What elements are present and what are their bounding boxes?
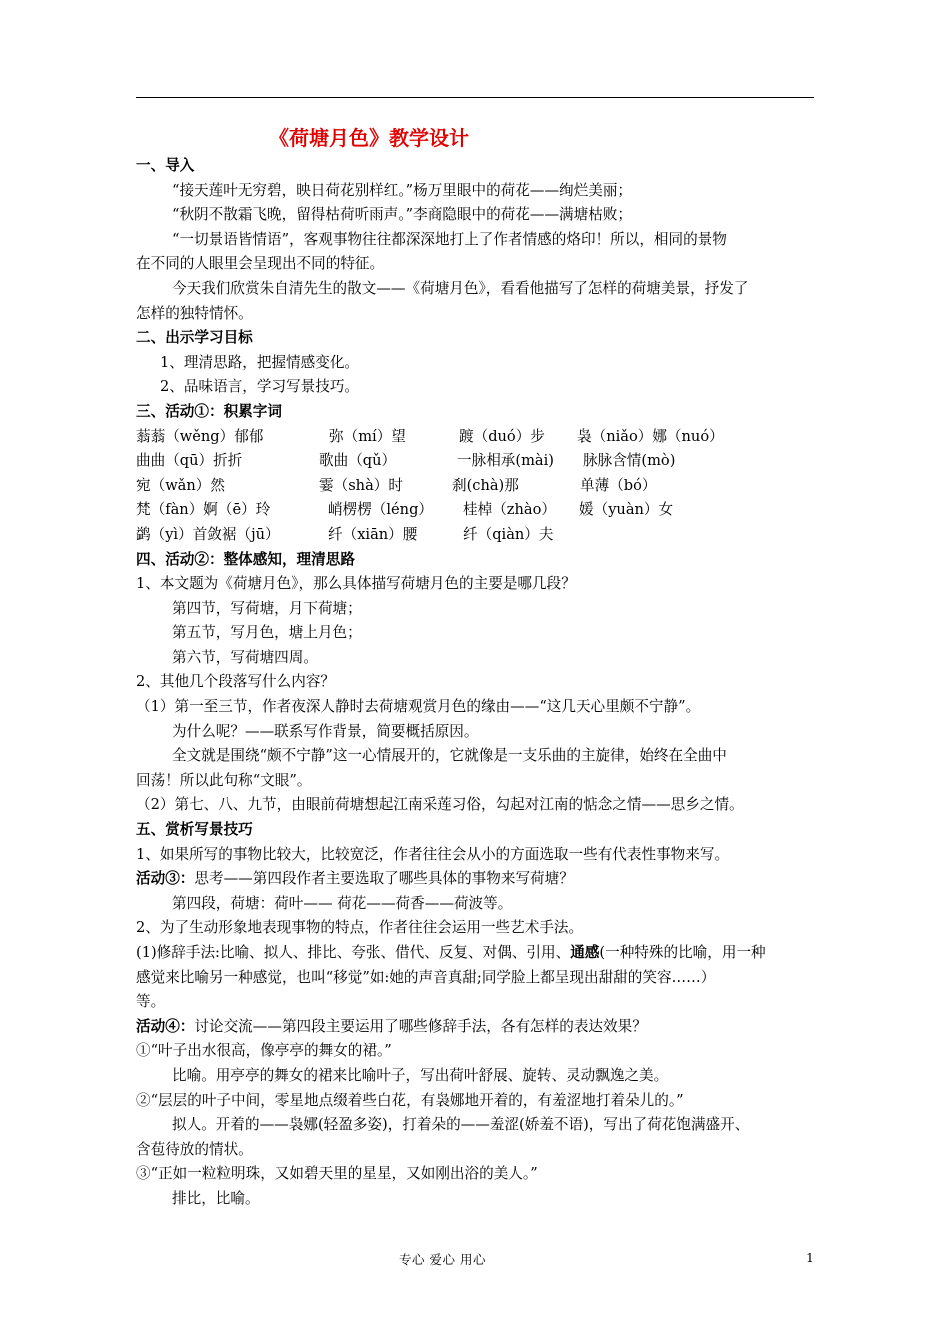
answer-continued: 回荡！所以此句称“文眼”。	[136, 771, 312, 789]
paragraph: 今天我们欣赏朱自清先生的散文——《荷塘月色》，看看他描写了怎样的荷塘美景，抒发了	[172, 279, 749, 297]
answer: 全文就是围绕“颇不宁静”这一心情展开的，它就像是一支乐曲的主旋律，始终在全曲中	[172, 747, 727, 765]
vocab-term: 蓊蓊（wěng）郁郁	[136, 427, 264, 445]
answer: 第六节，写荷塘四周。	[172, 648, 318, 666]
paragraph: 2、为了生动形象地表现事物的特点，作者往往会运用一些艺术手法。	[136, 919, 584, 937]
activity-label: 活动③：	[136, 870, 195, 888]
vocab-row	[136, 498, 816, 523]
vocab-row	[136, 474, 816, 499]
vocab-term: 桂棹（zhào）	[463, 501, 556, 519]
goal-item: 2、品味语言，学习写景技巧。	[160, 378, 360, 396]
example-analysis-continued: 含苞待放的情状。	[136, 1140, 253, 1158]
section-heading-techniques: 五、赏析写景技巧	[136, 821, 253, 839]
vocab-row	[136, 449, 816, 474]
vocab-term: 歌曲（qǔ）	[319, 452, 397, 470]
vocab-term: 纤（xiān）腰	[328, 525, 418, 543]
answer: 第四节，写荷塘，月下荷塘；	[172, 599, 362, 617]
vocab-term: 峭楞楞（léng）	[328, 501, 434, 519]
vocab-term: 一脉相承(mài)	[457, 452, 554, 470]
paragraph-continued: 怎样的独特情怀。	[136, 304, 253, 322]
vocab-term: 袅（niǎo）娜（nuó）	[577, 427, 724, 445]
vocab-term: 纤（qiàn）夫	[463, 525, 554, 543]
answer: 第四段，荷塘：荷叶—— 荷花——荷香——荷波等。	[172, 894, 513, 912]
example-quote: ③“正如一粒粒明珠，又如碧天里的星星，又如刚出浴的美人。”	[136, 1165, 538, 1183]
activity-text: 讨论交流——第四段主要运用了哪些修辞手法，各有怎样的表达效果？	[194, 1017, 647, 1035]
answer: （1）第一至三节，作者夜深人静时去荷塘观赏月色的缘由——“这几天心里颇不宁静”。	[136, 698, 701, 716]
paragraph: “秋阴不散霜飞晚，留得枯荷听雨声。”李商隐眼中的荷花——满塘枯败；	[172, 206, 633, 224]
question: 2、其他几个段落写什么内容？	[136, 673, 336, 691]
vocab-term: 梵（fàn）婀（ē）玲	[136, 501, 271, 519]
answer: （2）第七、八、九节，由眼前荷塘想起江南采莲习俗，勾起对江南的惦念之情——思乡之情。	[136, 796, 744, 814]
paragraph-continued: 等。	[136, 993, 166, 1011]
rhetoric-note: (一种特殊的比喻，用一种	[599, 944, 766, 961]
activity-line	[136, 867, 816, 892]
paragraph: “接天莲叶无穷碧，映日荷花别样红。”杨万里眼中的荷花——绚烂美丽；	[172, 181, 633, 199]
vocab-term: 踱（duó）步	[459, 427, 545, 445]
footer-motto: 专心 爱心 用心	[399, 1252, 486, 1267]
vocab-term: 霎（shà）时	[319, 476, 403, 494]
goal-item: 1、理清思路，把握情感变化。	[160, 353, 360, 371]
paragraph	[136, 941, 816, 966]
emphasis-term: 通感	[570, 944, 600, 961]
vocab-row	[136, 523, 816, 548]
vocab-term: 脉脉含情(mò)	[583, 452, 676, 470]
vocab-term: 媛（yuàn）女	[579, 501, 674, 519]
vocab-term: 鹢（yì）首敛裾（jū）	[136, 525, 280, 543]
example-analysis: 比喻。用亭亭的舞女的裙来比喻叶子，写出荷叶舒展、旋转、灵动飘逸之美。	[172, 1066, 669, 1084]
vocab-term: 弥（mí）望	[329, 427, 406, 445]
section-heading-intro: 一、导入	[136, 157, 195, 174]
example-quote: ②“层层的叶子中间，零星地点缀着些白花，有袅娜地开着的，有羞涩地打着朵儿的。”	[136, 1091, 684, 1109]
section-heading-overview: 四、活动②：整体感知，理清思路	[136, 550, 355, 568]
example-analysis: 排比，比喻。	[172, 1189, 260, 1207]
vocab-term: 曲曲（qū）折折	[136, 452, 243, 470]
page-title: 《荷塘月色》教学设计	[269, 126, 469, 150]
question: 1、本文题为《荷塘月色》，那么具体描写荷塘月色的主要是哪几段？	[136, 575, 576, 593]
vocab-term: 单薄（bó）	[580, 476, 657, 494]
vocab-term: 宛（wǎn）然	[136, 476, 225, 494]
example-analysis: 拟人。开着的——袅娜(轻盈多姿)，打着朵的——羞涩(娇羞不语)，写出了荷花饱满盛开、	[172, 1116, 750, 1134]
paragraph: 1、如果所写的事物比较大，比较宽泛，作者往往会从小的方面选取一些有代表性事物来写。	[136, 845, 730, 863]
section-heading-goals: 二、出示学习目标	[136, 329, 253, 347]
header-rule	[136, 97, 814, 98]
answer: 为什么呢？——联系写作背景，简要概括原因。	[172, 722, 479, 740]
activity-line	[136, 1015, 816, 1040]
answer: 第五节，写月色，塘上月色；	[172, 624, 362, 642]
page-number: 1	[806, 1250, 814, 1265]
paragraph-continued: 在不同的人眼里会呈现出不同的特征。	[136, 255, 385, 273]
vocab-row	[136, 425, 816, 450]
section-heading-vocab: 三、活动①：积累字词	[136, 402, 282, 420]
document-body	[136, 124, 816, 1212]
vocab-term: 刹(chà)那	[452, 476, 519, 494]
paragraph-continued: 感觉来比喻另一种感觉，也叫“移觉”如:她的声音真甜;同学脸上都呈现出甜甜的笑容……）	[136, 968, 716, 986]
activity-label: 活动④：	[136, 1017, 195, 1035]
activity-text: 思考——第四段作者主要选取了哪些具体的事物来写荷塘？	[194, 870, 574, 888]
example-quote: ①“叶子出水很高，像亭亭的舞女的裙。”	[136, 1042, 392, 1060]
rhetoric-list: (1)修辞手法:比喻、拟人、排比、夸张、借代、反复、对偶、引用、	[136, 944, 571, 961]
paragraph: “一切景语皆情语”，客观事物往往都深深地打上了作者情感的烙印！所以，相同的景物	[172, 230, 727, 248]
